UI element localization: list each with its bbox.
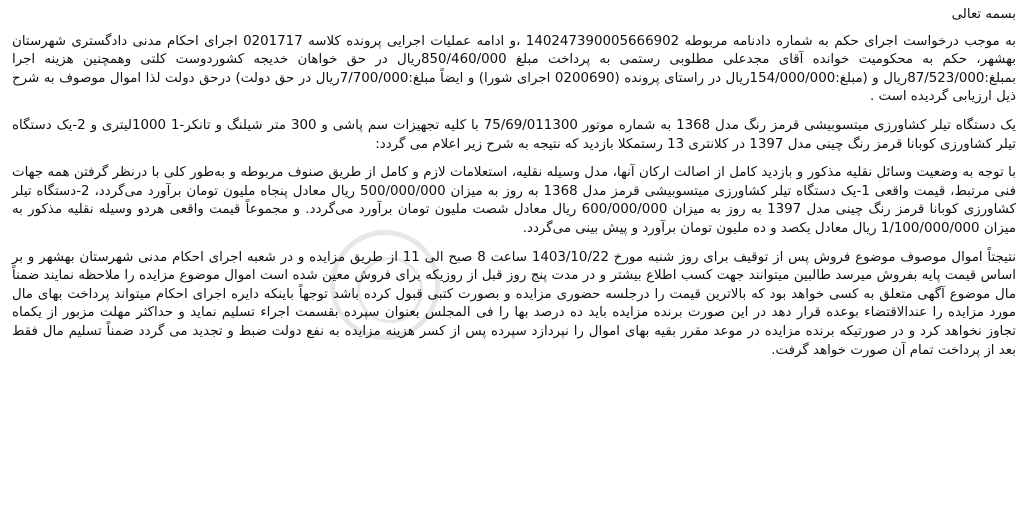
document-title: بسمه تعالی xyxy=(951,7,1016,22)
paragraph-execution-request: به موجب درخواست اجرای حکم به شماره دادنامه مربوطه 140247390005666902 ،و ادامه عملیات اجرایی پرونده کلاسه 0201717 اجرای احکام مدنی دادگستری شهرستان بهشهر، حکم به محکومیت خوانده آقای مجدعلی مطلوبی رستمی به پرداخت مبلغ 850/460/000ریال در حق خواهان خدیجه کشوردوست کلتی وهمچنین هزینه اجرا بمبلغ:87/523/000ریال و (مبلغ:154/000/000ریال در راستای پرونده (0200690 اجرای شورا) و ایضاً مبلغ:7/700/000ریال در حق دولت) درحق دولت لذا اموال موصوف به شرح ذیل ارزیابی گردیده است . xyxy=(12,33,1016,105)
paragraph-items-description: یک دستگاه تیلر کشاورزی میتسوبیشی قرمز رنگ مدل 1368 به شماره موتور 75/69/011300 با کلیه تجهیزات سم پاشی و 300 متر شیلنگ و تانکر-1 1000لیتری و 2-یک دستگاه تیلر کشاورزی کوبانا قرمز رنگ چینی مدل 1397 در کلانتری 13 رستمکلا بازدید که نتیجه به شرح زیر اعلام می گردد: xyxy=(12,117,1017,152)
paragraph-auction-terms: نتیجتاً اموال موصوف موضوع فروش پس از توقیف برای روز شنبه مورخ 1403/10/22 ساعت 8 صبح الی 11 از طریق مزایده و در شعبه اجرای احکام مدنی شهرستان بهشهر و بر اساس قیمت پایه بفروش میرسد طالبین میتوانند جهت کسب اطلاع بیشتر و در مدت پنج روز قبل از روزیکه برای فروش معین شده است اموال موضوع مزایده را ملاحظه نمایند ضمناً مال موضوع آگهی متعلق به کسی خواهد بود که بالاترین قیمت را درجلسه حضوری مزایده و بصورت کتبی قبول کرده باشد توجهاً باینکه دایره اجرای احکام میتواند پرداخت بهای مال مورد مزایده را عندالاقتضاء بوعده قرار دهد در این صورت برنده مزایده باید ده درصد بها را فی المجلس بعنوان سپرده بقسمت اجراء تسلیم نماید و حداکثر مهلت مزبور از یکماه تجاوز نخواهد کرد و در صورتیکه برنده مزایده در موعد مقرر بقیه بهای اموال را نپردازد سپرده پس از کسر هزینه مزایده به نفع دولت ضبط و تجدید می گردد ضمناً تسلیم مال فقط بعد از پرداخت تمام آن صورت خواهد گرفت. xyxy=(12,249,1016,358)
document-body xyxy=(12,6,1016,360)
paragraph-valuation: با توجه به وضعیت وسائل نقلیه مذکور و بازدید کامل از اصالت ارکان آنها، مدل وسیله نقلیه، استعلامات لازم و کامل از طریق صنوف مربوطه و به‌طور کلی با درنظر گرفتن همه جهات فنی مرتبط، قیمت واقعی 1-یک دستگاه تیلر کشاورزی میتسوبیشی قرمز مدل 1368 به روز به میزان 500/000/000 ریال معادل پنجاه ملیون تومان برآورد می‌گردد، 2-دستگاه تیلر کشاورزی کوبانا قرمز رنگ چینی مدل 1397 به روز به میزان 600/000/000 ریال معادل شصت ملیون تومان برآورد می‌گردد. و مجموعاً قیمت واقعی هردو وسیله نقلیه مذکور به میزان 1/100/000/000 ریال معادل یکصد و ده ملیون تومان برآورد و پیش بینی می‌گردد. xyxy=(12,165,1016,236)
